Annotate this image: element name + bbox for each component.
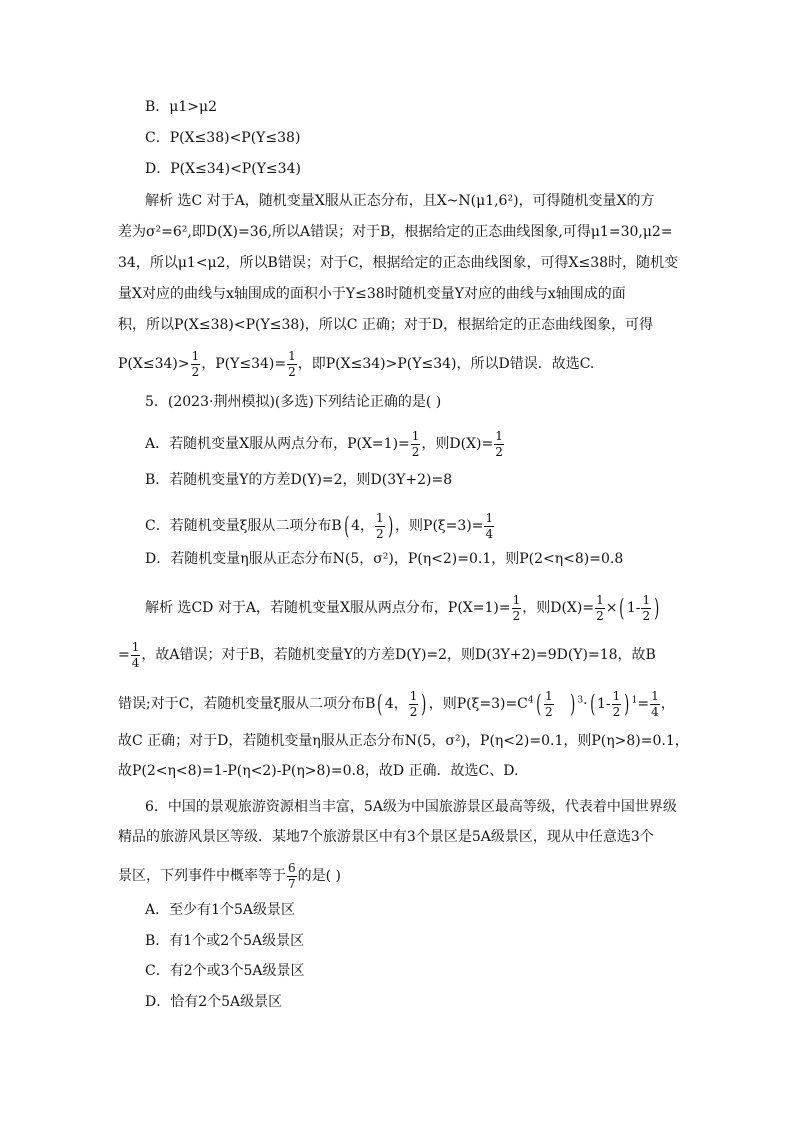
fraction-half: $\frac{1}{2}$: [596, 593, 604, 623]
q6-stem-line-3: 景区，下列事件中概率等于 $\frac{6}{7}$ 的是( ): [118, 861, 342, 891]
q4-option-d: D．P(X≤34)<P(Y≤34): [145, 161, 301, 177]
q5-solution-line-1: 解析 选CD 对于A，若随机变量X服从两点分布，P(X=1)= $\frac{1}{2}$ ，则D(X)= $\frac{1}{2}$ ×( 1- $\frac{1}{2}$ ): [145, 593, 660, 623]
q4-solution-line-5: 积，所以P(X≤38)<P(Y≤38)，所以C 正确；对于D，根据给定的正态曲线图象，可得: [118, 317, 654, 333]
q4-solution-line-6: [0, 350, 794, 378]
q4-option-b: B．μ1>μ2: [145, 99, 218, 115]
q4-solution-line-1: 解析 选C 对于A，随机变量X服从正态分布，且X~N(μ1,6²)，可得随机变量X的方: [145, 193, 655, 209]
q5-solution-line-3: 错误;对于C，若随机变量ξ服从二项分布B( 4， $\frac{1}{2}$ ) ，则$P(\xi=3)=C^4$( $\frac{1}{2}$ ) $^3$·( 1- $\frac{1}{2}$ ) $^1$= $\frac{1}{4}$ ，: [118, 689, 675, 719]
q6-option-b: B．有1个或2个5A级景区: [145, 933, 305, 949]
q4-option-c: C．P(X≤38)<P(Y≤38): [145, 130, 301, 146]
q4-solution-line-4: 量X对应的曲线与x轴围成的面积小于Y≤38时随机变量Y对应的曲线与x轴围成的面: [118, 286, 626, 302]
fraction-six-sevenths: $\frac{6}{7}$: [288, 861, 296, 891]
fraction-half: $\frac{1}{2}$: [495, 429, 503, 459]
fraction-half: $\frac{1}{2}$: [512, 593, 521, 623]
q6-option-a: A．至少有1个5A级景区: [145, 902, 296, 918]
q4-solution-line-3: 34，所以μ1<μ2，所以B错误；对于C，根据给定的正态曲线图象，可得X≤38时，随机变: [118, 255, 679, 271]
fraction-half: $\frac{1}{2}$: [191, 349, 200, 379]
q5-option-b: B．若随机变量Y的方差D(Y)=2，则D(3Y+2)=8: [145, 472, 453, 488]
q4-sol-6a: P(X≤34)>: [118, 356, 190, 373]
fraction-half: $\frac{1}{2}$: [288, 349, 296, 379]
fraction-half: $\frac{1}{2}$: [545, 689, 553, 719]
q5-solution-line-2: = $\frac{1}{4}$ ，故A错误；对于B，若随机变量Y的方差D(Y)=2，则D(3Y+2)=9D(Y)=18，故B: [118, 640, 656, 670]
q5-option-c: C．若随机变量ξ服从二项分布B( 4， $\frac{1}{2}$ ) ，则P(ξ=3)= $\frac{1}{4}$: [145, 511, 494, 541]
fraction-quarter: $\frac{1}{4}$: [485, 511, 494, 541]
q5-solution-line-5: 故P(2<η<8)=1-P(η<2)-P(η>8)=0.8，故D 正确．故选C、D.: [118, 763, 519, 779]
fraction-half: $\frac{1}{2}$: [642, 593, 651, 623]
q6-stem-line-2: 精品的旅游风景区等级．某地7个旅游景区中有3个景区是5A级景区，现从中任意选3个: [118, 829, 654, 845]
q4-sol-6b: ，P(Y≤34)=: [201, 356, 287, 373]
q5-option-a: A．若随机变量X服从两点分布，P(X=1)= $\frac{1}{2}$ ，则D(X)= $\frac{1}{2}$: [145, 429, 503, 459]
fraction-half: $\frac{1}{2}$: [409, 689, 418, 719]
q5-option-d: D．若随机变量η服从正态分布N(5，σ²)，P(η<2)=0.1，则P(2<η<8)=0.8: [145, 551, 624, 567]
fraction-quarter: $\frac{1}{4}$: [651, 689, 659, 719]
q6-option-c: C．有2个或3个5A级景区: [145, 963, 305, 979]
q6-option-d: D．恰有2个5A级景区: [145, 994, 283, 1010]
fraction-quarter: $\frac{1}{4}$: [131, 640, 140, 670]
fraction-half: $\frac{1}{2}$: [612, 689, 621, 719]
fraction-half: $\frac{1}{2}$: [411, 429, 420, 459]
q4-sol-6c: ，即P(X≤34)>P(Y≤34)，所以D错误．故选C.: [297, 356, 595, 373]
q5-stem: 5．(2023·荆州模拟)(多选)下列结论正确的是( ): [145, 394, 442, 410]
fraction-half: $\frac{1}{2}$: [376, 511, 384, 541]
q5-solution-line-4: 故C 正确；对于D，若随机变量η服从正态分布N(5，σ²)，P(η<2)=0.1，则P(η>8)=0.1，: [118, 733, 689, 749]
q4-solution-line-2: 差为σ²=6²,即D(X)=36,所以A错误；对于B，根据给定的正态曲线图象,可得μ1=30,μ2=: [118, 224, 673, 240]
q6-stem-line-1: 6．中国的景观旅游资源相当丰富，5A级为中国旅游景区最高等级，代表着中国世界级: [145, 799, 677, 815]
